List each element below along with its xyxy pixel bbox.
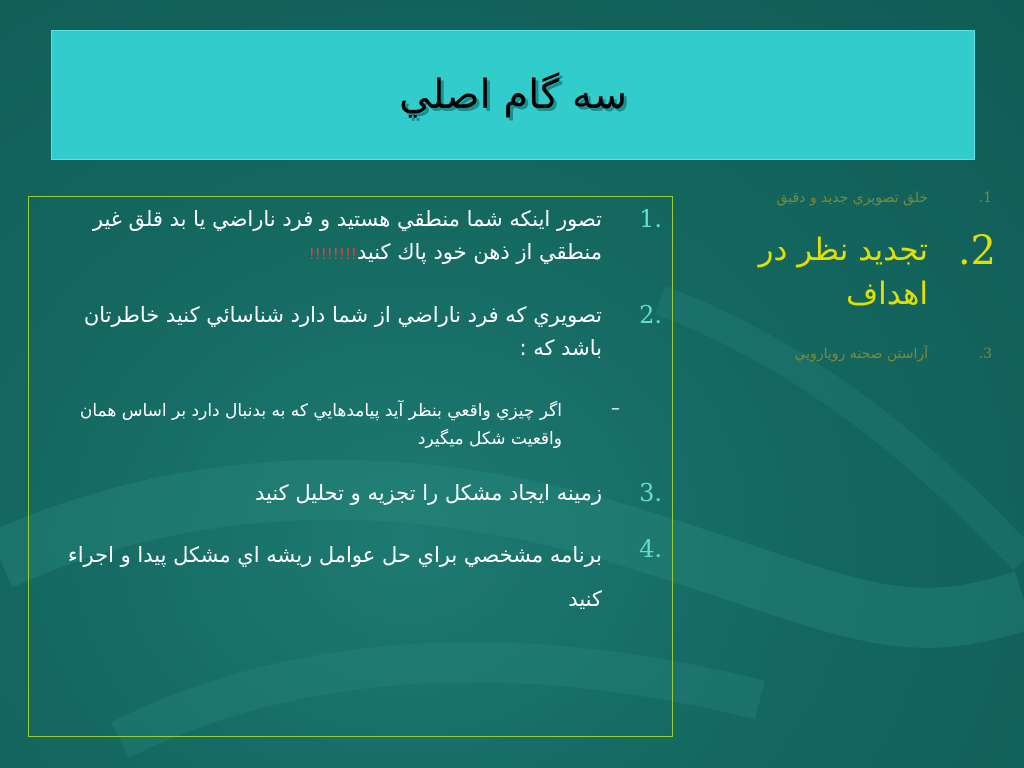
list-item-4 bbox=[27, 533, 672, 621]
emphasis-marks: !!!!!!!! bbox=[308, 245, 357, 263]
list-number: 2. bbox=[639, 301, 662, 329]
side-list-number: 3. bbox=[978, 346, 992, 362]
list-item-text: تصور اينكه شما منطقي هستيد و فرد ناراضي يا بد قلق غير منطقي از ذهن خود پاك كنيد bbox=[92, 207, 602, 264]
side-list-number: 2. bbox=[957, 228, 996, 274]
side-list-text: تجديد نظر در اهداف bbox=[758, 232, 928, 312]
list-number: 4. bbox=[639, 535, 662, 563]
list-item-1 bbox=[27, 203, 672, 271]
title-banner bbox=[51, 30, 975, 160]
sub-bullet-item bbox=[27, 397, 672, 453]
dash-bullet: – bbox=[611, 398, 620, 419]
side-list-text: خلق تصويري جديد و دقيق bbox=[776, 190, 928, 206]
main-content-box bbox=[28, 196, 673, 737]
list-item-2 bbox=[27, 299, 672, 365]
list-item-text: زمينه ايجاد مشكل را تجزيه و تحليل كنيد bbox=[254, 481, 602, 505]
side-list-item-1 bbox=[700, 190, 1000, 214]
side-list-text: آراستن صحنه رويارويي bbox=[794, 346, 928, 362]
list-number: 3. bbox=[639, 479, 662, 507]
list-item-text: برنامه مشخصي براي حل عوامل ريشه اي مشكل پيدا و اجراء كنيد bbox=[67, 543, 602, 611]
list-item-text: تصويري كه فرد ناراضي از شما دارد شناسائي كنيد خاطرتان باشد كه : bbox=[83, 303, 602, 360]
list-item-3 bbox=[27, 477, 672, 510]
side-list-number: 1. bbox=[978, 190, 992, 206]
slide-title: سه گام اصلي bbox=[398, 72, 628, 118]
side-list-item-3 bbox=[700, 346, 1000, 370]
side-list-item-2 bbox=[690, 228, 1000, 318]
list-number: 1. bbox=[639, 205, 662, 233]
sub-bullet-text: اگر چيزي واقعي بنظر آيد پيامدهايي كه به بدنبال دارد بر اساس همان واقعيت شكل ميگيرد bbox=[79, 401, 562, 449]
